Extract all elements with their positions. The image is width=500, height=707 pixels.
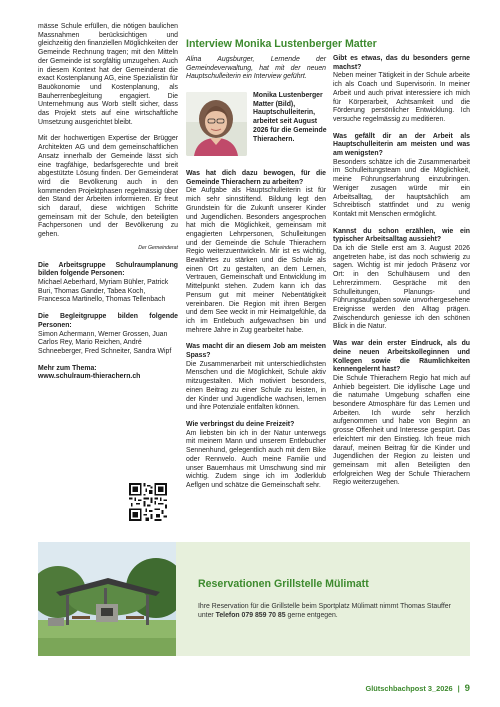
left-column <box>38 23 178 390</box>
interview-answer: Die Schule Thierachern Regio hat mich auf Anhieb begeistert. Die idyllische Lage und die naturnahe Umgebung schaffen eine besondere Atmosphäre für das Lernen und Arbeiten. Ich wurde sehr herzlich aufgenommen und habe von Beginn an grosse Offenheit und Interesse gespürt. Das erleichtert mir den Einstieg. Ich freue mich darauf, meinen Beitrag für die Kinder und Jugendlichen der Region zu leisten und gemeinsam mit allen Beteiligten den erfolgreichen Weg der Schule Thierachern Regio weiterzugehen. <box>333 374 470 487</box>
grill-shelter-photo <box>38 542 176 656</box>
banner-text-part: gerne entgegen. <box>285 611 338 619</box>
interview-question: Was hat dich dazu bewogen, für die Gemeinde Thierachern zu arbeiten? <box>186 170 326 186</box>
interview-question: Wie verbringst du deine Freizeit? <box>186 420 295 428</box>
section-heading: Die Begleitgruppe bilden folgende Personen: <box>38 313 178 329</box>
interview-question: Was war dein erster Eindruck, als du deine neuen Arbeitskolleginnen und Kollegen sowie die Räumlichkeiten kennengelernt hast? <box>333 340 470 374</box>
portrait-caption: Monika Lustenberger Matter (Bild), Hauptschulleiterin, arbeitet seit August 2026 für die Gemeinde Thierachern. <box>253 92 327 143</box>
signature: Der Gemeinderat <box>138 244 178 251</box>
banner-text <box>198 603 466 620</box>
interview-answer: Da ich die Stelle erst am 3. August 2026 angetreten habe, ist das noch schwierig zu sagen. Wichtig ist mir jedoch Präsenz vor Ort: in den Schulhäusern und den Lehrerzimmern. Gespräche mit den Schulleitungen, Planungs- und Führungsaufgaben sowie unvorhergesehene Ereignisse werden den Alltag prägen. Zwischendurch geniesse ich den schönen Blick in die Natur. <box>333 245 470 331</box>
interview-column-right <box>333 55 470 496</box>
interview-question: Was gefällt dir an der Arbeit als Hauptschulleiterin am meisten und was am wenigsten? <box>333 132 470 158</box>
grill-shelter-image <box>38 542 176 656</box>
interview-question: Kannst du schon erzählen, wie ein typischer Arbeitsalltag aussieht? <box>333 227 470 244</box>
section-heading: Die Arbeitsgruppe Schulraumplanung bilden folgende Personen: <box>38 261 178 278</box>
interview-answer: Besonders schätze ich die Zusammenarbeit im Schulleitungsteam und die Möglichkeit, meine Führungserfahrung einzubringen. Weniger zusagen würde mir ein Arbeitsalltag, der hauptsächlich am Schreibtisch stattfindet und zu wenig Kontakt mit Menschen ermöglicht. <box>333 158 470 218</box>
interview-answer: Die Aufgabe als Hauptschulleiterin ist für mich sehr sinnstiftend. Bildung legt den Grundstein für die Zukunft unserer Kinder und Jugendlichen. Besonders angesprochen hat mich die Möglichkeit, gemeinsam mit engagierten Lehrpersonen, Schulleitungen und der Gemeinde die Schule Thierachern Regio weiterzuentwickeln. Mir ist es wichtig, Bewährtes zu stärken und die Schule als einen Ort zu gestalten, an dem Lernen, Vertrauen, Gemeinschaft und Entwicklung im Mittelpunkt stehen. Zudem kann ich das Pensum gut mit meiner Nebentätigkeit vereinbaren. Die Region mit ihren Bergen und dem See weckt in mir Heimatgefühle, da ich im Entlebuch aufgewachsen bin und mehrere Jahre in Zug gearbeitet habe. <box>186 187 326 334</box>
section-heading: Mehr zum Thema: <box>38 364 97 372</box>
banner-text-part: Ihre Reservation für die Grillstelle beim Sportplatz Mülimatt nimmt Thomas Stauffer unter <box>198 603 451 619</box>
interview-question: Was macht dir an diesem Job am meisten Spass? <box>186 343 326 360</box>
issue-label: Glütschbachpost 3_2026 <box>365 684 453 693</box>
interview-intro: Alina Augsburger, Lernende der Gemeindeverwaltung, hat mit der neuen Hauptschulleiterin ein Interview geführt. <box>186 56 326 81</box>
page-number: 9 <box>464 683 470 694</box>
banner-title: Reservationen Grillstelle Mülimatt <box>198 578 369 590</box>
phone-number[interactable]: Telefon 079 859 70 85 <box>215 611 286 619</box>
footer-separator: | <box>457 684 460 693</box>
interview-answer: Am liebsten bin ich in der Natur unterwegs mit meinem Mann und unserem Entlebucher Sennenhund, gelegentlich auch mit dem Bike oder Rennvelo. Auch meine Familie und unser Bauernhaus mit Umschwung sind mir wichtig. Zudem singe ich im Jodlerklub Aeflgen und schätze die Gemeinschaft sehr. <box>186 429 326 489</box>
interview-column-middle <box>186 170 326 499</box>
interview-answer: Neben meiner Tätigkeit in der Schule arbeite ich als Coach und Supervisorin. In meiner Arbeit und auch privat interessiere ich mich für Körperarbeit, Achtsamkeit und die Förderung persönlicher Entwicklung. Ich versuche regelmässig zu meditieren. <box>333 72 470 123</box>
portrait-photo <box>186 92 247 156</box>
member-list: Simon Achermann, Werner Grossen, Juan Carlos Rey, Mario Reichen, André Schneeberger, Fred Schneiter, Sandra Wipf <box>38 330 172 355</box>
interview-title: Interview Monika Lustenberger Matter <box>186 38 377 50</box>
paragraph: mässe Schule erfüllen, die nötigen baulichen Massnahmen berücksichtigen und gleichzeitig den finanziellen Möglichkeiten der Gemeinde Rechnung tragen; mit den Mitteln der Gemeinde ist sorgfältig umzugehen. Auch in diesem Kontext hat der Gemeinderat die exact Kostenplanung AG, eine Spezialistin für Bauökonomie und Kostenplanung, als Bauherrenbegleitung engagiert. Die Unternehmung aus Worb stellt sicher, dass das Projekt stets auf eine wirtschaftliche Umsetzung ausgerichtet bleibt. <box>38 23 178 126</box>
paragraph: Mit der hochwertigen Expertise der Brügger Architekten AG und dem gemeinschaftlichen Ansatz innerhalb der Gemeinde lässt sich eine tragfähige, bedarfsgerechte und breit abgestützte Lösung finden. Der Gemeinderat wird die Bevölkerung auch in den kommenden Projektphasen regelmässig über den Stand der Arbeiten informieren. Er freut sich darauf, diese wichtigen Schritte gemeinsam mit der Schule, den beteiligten Fachpersonen und der Bevölkerung zu gehen. <box>38 135 178 239</box>
portrait-image <box>186 92 247 156</box>
interview-question: Gibt es etwas, das du besonders gerne machst? <box>333 55 470 71</box>
interview-answer: Die Zusammenarbeit mit unterschiedlichsten Menschen und die Möglichkeit, Schule aktiv mitzugestalten. Mich motiviert besonders, einen Beitrag zu einer Schule zu leisten, in der Kinder und Jugendliche wachsen, lernen und ihre Potenziale entfalten können. <box>186 360 326 412</box>
qr-code-icon <box>129 483 167 521</box>
page-footer <box>365 683 470 694</box>
website-link[interactable]: www.schulraum-thierachern.ch <box>38 373 141 381</box>
member-list: Michael Aeberhard, Myriam Bühler, Patrick Buri, Thomas Gander, Tabea Koch, Francesca Martinello, Thomas Tellenbach <box>38 278 169 304</box>
